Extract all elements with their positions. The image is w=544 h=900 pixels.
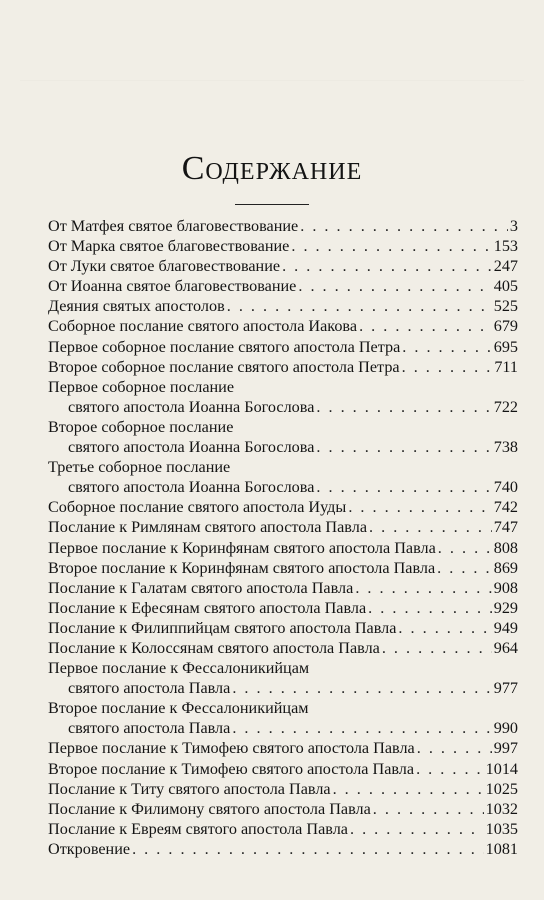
toc-entry-title: От Иоанна святое благовествование	[48, 277, 297, 296]
toc-entry-line	[48, 839, 518, 859]
toc-entry	[48, 417, 518, 457]
toc-entry	[48, 316, 518, 336]
toc-entry-title: Второе послание к Тимофею святого апостола Павла	[48, 759, 415, 778]
toc-entry-line	[48, 718, 518, 738]
toc-entry	[48, 759, 518, 779]
toc-entry-line	[48, 256, 518, 276]
toc-page-number: 153	[493, 237, 518, 256]
toc-entry-title: святого апостола Иоанна Богослова	[68, 438, 315, 457]
toc-page-number: 405	[493, 277, 518, 296]
toc-entry-line	[48, 337, 518, 357]
toc-entry	[48, 839, 518, 859]
toc-entry-title: Первое послание к Тимофею святого апостола Павла	[48, 739, 415, 758]
toc-dot-leader	[316, 437, 491, 457]
toc-dot-leader	[300, 216, 508, 236]
toc-page-number: 3	[509, 217, 518, 235]
show-through-header	[20, 58, 524, 81]
toc-entry	[48, 236, 518, 256]
title-rule	[235, 204, 309, 205]
toc-page-number: 949	[493, 618, 518, 637]
toc-page-number: 722	[493, 397, 518, 416]
toc-entry-line	[48, 678, 518, 698]
toc-entry	[48, 618, 518, 638]
toc-entry-title: Третье соборное послание	[48, 458, 231, 477]
toc-page-number: 908	[493, 578, 518, 597]
toc-entry-line	[48, 276, 518, 296]
toc-entry	[48, 658, 518, 698]
toc-entry	[48, 578, 518, 598]
toc-entry-title: святого апостола Павла	[68, 719, 231, 738]
toc-dot-leader	[402, 357, 493, 377]
toc-entry	[48, 497, 518, 517]
toc-page-number: 747	[493, 518, 518, 537]
toc-entry	[48, 738, 518, 758]
toc-entry-line	[48, 316, 518, 336]
toc-entry	[48, 296, 518, 316]
toc-entry-line	[48, 658, 518, 678]
toc-dot-leader	[282, 256, 492, 276]
toc-dot-leader	[416, 759, 484, 779]
toc-entry-title: Послание к Филиппийцам святого апостола Павла	[48, 618, 397, 637]
toc-page-number: 964	[493, 638, 518, 657]
toc-entry-line	[48, 538, 518, 558]
toc-entry	[48, 517, 518, 537]
toc-entry-title: Второе послание к Фессалоникийцам	[48, 699, 309, 718]
toc-dot-leader	[402, 337, 491, 357]
toc-dot-leader	[316, 397, 491, 417]
toc-dot-leader	[333, 779, 484, 799]
toc-page-number: 977	[493, 679, 518, 698]
toc-dot-leader	[369, 517, 492, 537]
toc-entry-line	[48, 779, 518, 799]
toc-page-number: 740	[493, 478, 518, 497]
toc-entry-title: От Матфея святое благовествование	[48, 217, 299, 235]
toc-page-number: 738	[493, 438, 518, 457]
toc-dot-leader	[227, 296, 492, 316]
toc-entry-line	[48, 417, 518, 437]
toc-entry	[48, 779, 518, 799]
toc-entry	[48, 799, 518, 819]
toc-entry-line	[48, 457, 518, 477]
toc-entry-line	[48, 759, 518, 779]
toc-page-number: 1081	[485, 839, 518, 858]
toc-dot-leader	[132, 839, 484, 859]
toc-entry-line	[48, 799, 518, 819]
toc-entry-title: Соборное послание святого апостола Иакова	[48, 317, 358, 336]
toc-entry-title: Послание к Колоссянам святого апостола Павла	[48, 638, 380, 657]
table-of-contents	[48, 216, 518, 859]
toc-entry-line	[48, 497, 518, 517]
toc-entry-title: Послание к Филимону святого апостола Павла	[48, 799, 371, 818]
toc-page-number: 1014	[485, 759, 518, 778]
toc-entry	[48, 457, 518, 497]
toc-page-number: 990	[493, 719, 518, 738]
toc-page-number: 929	[493, 598, 518, 617]
toc-page-number: 247	[493, 257, 518, 276]
toc-dot-leader	[350, 819, 484, 839]
toc-dot-leader	[382, 638, 492, 658]
toc-dot-leader	[398, 618, 491, 638]
page-title: Содержание	[181, 150, 363, 187]
toc-entry	[48, 256, 518, 276]
toc-dot-leader	[417, 738, 492, 758]
toc-dot-leader	[232, 678, 491, 698]
toc-entry-title: Первое послание к Фессалоникийцам	[48, 659, 310, 678]
toc-entry-line	[48, 638, 518, 658]
toc-entry	[48, 819, 518, 839]
toc-dot-leader	[291, 236, 491, 256]
toc-entry-line	[48, 296, 518, 316]
toc-entry-line	[48, 357, 518, 377]
toc-entry-line	[48, 377, 518, 397]
toc-entry-title: Откровение	[48, 839, 131, 858]
toc-dot-leader	[232, 718, 491, 738]
toc-dot-leader	[368, 598, 492, 618]
toc-dot-leader	[373, 799, 484, 819]
toc-entry	[48, 698, 518, 738]
toc-entry-line	[48, 578, 518, 598]
toc-entry-title: Соборное послание святого апостола Иуды	[48, 498, 347, 517]
toc-entry	[48, 357, 518, 377]
toc-entry-title: Второе послание к Коринфянам святого апостола Павла	[48, 558, 436, 577]
toc-entry-line	[48, 477, 518, 497]
toc-page-number: 742	[493, 498, 518, 517]
toc-entry	[48, 558, 518, 578]
toc-entry	[48, 538, 518, 558]
toc-entry	[48, 216, 518, 236]
toc-entry-line	[48, 698, 518, 718]
toc-page-number: 525	[493, 297, 518, 316]
toc-dot-leader	[316, 477, 491, 497]
toc-entry-title: От Марка святое благовествование	[48, 237, 290, 256]
toc-entry-title: Первое соборное послание святого апостола Петра	[48, 337, 401, 356]
toc-entry	[48, 377, 518, 417]
toc-entry	[48, 598, 518, 618]
toc-entry-line	[48, 397, 518, 417]
toc-entry-title: Деяния святых апостолов	[48, 297, 225, 316]
toc-page-number: 869	[493, 558, 518, 577]
toc-entry-line	[48, 738, 518, 758]
toc-entry	[48, 276, 518, 296]
toc-entry-line	[48, 558, 518, 578]
toc-entry-title: Послание к Римлянам святого апостола Павла	[48, 518, 367, 537]
toc-entry-title: От Луки святое благовествование	[48, 257, 281, 276]
toc-entry-title: Второе соборное послание святого апостола Петра	[48, 357, 400, 376]
toc-dot-leader	[359, 316, 492, 336]
toc-page-number: 679	[493, 317, 518, 336]
toc-entry-title: Первое послание к Коринфянам святого апостола Павла	[48, 538, 436, 557]
toc-page-number: 695	[493, 337, 518, 356]
toc-page-number: 808	[493, 538, 518, 557]
toc-entry-line	[48, 236, 518, 256]
toc-entry	[48, 337, 518, 357]
toc-entry-line	[48, 437, 518, 457]
toc-dot-leader	[438, 538, 492, 558]
toc-entry-title: святого апостола Павла	[68, 679, 231, 698]
toc-entry-title: Послание к Титу святого апостола Павла	[48, 779, 331, 798]
toc-entry-line	[48, 618, 518, 638]
toc-entry-title: Первое соборное послание	[48, 377, 235, 396]
toc-page-number: 997	[493, 739, 518, 758]
toc-page-number: 1035	[485, 819, 518, 838]
toc-dot-leader	[298, 276, 491, 296]
toc-entry-title: святого апостола Иоанна Богослова	[68, 478, 315, 497]
toc-entry-line	[48, 216, 518, 236]
toc-dot-leader	[348, 497, 491, 517]
toc-entry-title: Послание к Галатам святого апостола Павла	[48, 578, 354, 597]
toc-page-number: 1032	[485, 799, 518, 818]
toc-entry-line	[48, 598, 518, 618]
toc-dot-leader	[355, 578, 491, 598]
toc-page-number: 711	[494, 357, 518, 376]
toc-entry-title: святого апостола Иоанна Богослова	[68, 397, 315, 416]
toc-dot-leader	[437, 558, 492, 578]
toc-page-number: 1025	[485, 779, 518, 798]
toc-entry	[48, 638, 518, 658]
toc-entry-title: Послание к Ефесянам святого апостола Павла	[48, 598, 367, 617]
toc-entry-title: Второе соборное послание	[48, 417, 234, 436]
toc-entry-line	[48, 819, 518, 839]
toc-entry-line	[48, 517, 518, 537]
toc-entry-title: Послание к Евреям святого апостола Павла	[48, 819, 348, 838]
